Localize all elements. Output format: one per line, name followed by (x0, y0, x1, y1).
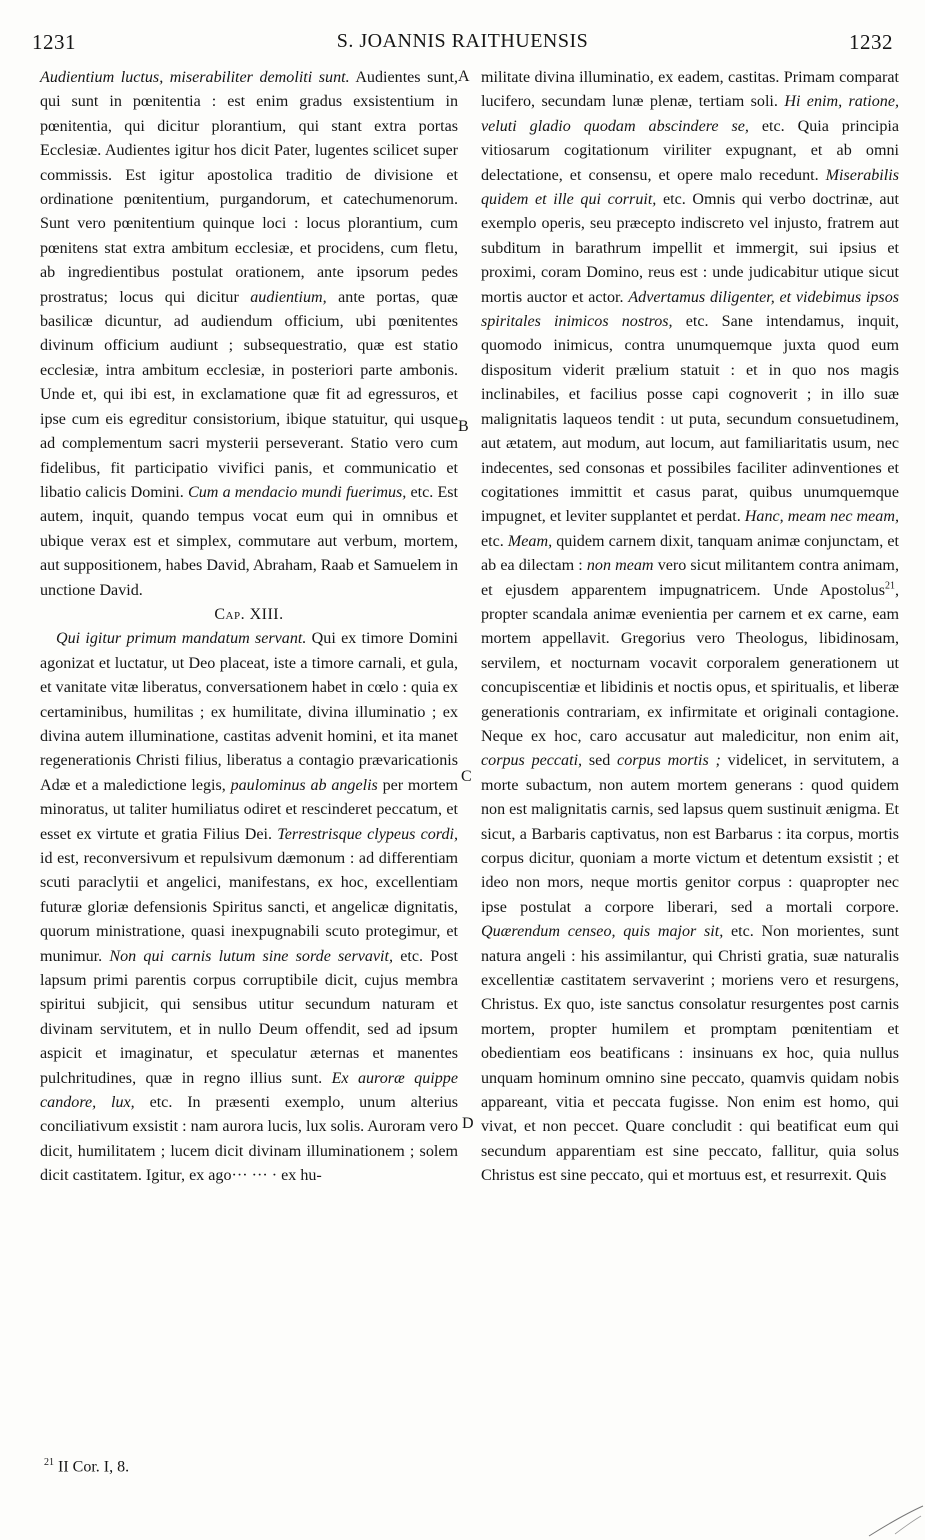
footnote-text: II Cor. I, 8. (58, 1458, 130, 1476)
footnote-ref: 21 (884, 580, 895, 592)
paragraph-right (481, 66, 899, 1189)
commentary-text: per mortem minoratus, ut taliter humiliatus odiret et rescinderet peccatum, et esset ex virtute et gratia Filius Dei. (40, 776, 458, 843)
margin-letter-c: C (461, 768, 472, 785)
commentary-text: etc. Post lapsum primi parentis corpus corruptibile dicit, cujus membra spiritui subjicit, qui sensibus utitur secundum naturam et divinam servitutem, et in nullo Deum offendit, sed ad ipsum aspicit et imaginatur, et speculatur æternas et manentes pulchritudines, quæ in regno illius sunt. (40, 947, 458, 1087)
page-number-right: 1232 (849, 30, 893, 54)
footnote (44, 1457, 129, 1476)
left-column (40, 66, 458, 1189)
lemma: corpus mortis ; (617, 752, 721, 770)
commentary-text: , propter scandala animæ evenientia per carnem et ex carne, eam mortem appellavit. Gregorius vero Theologus, libidinosam, servilem, et nocturnam vocavit corporalem generationem ut concupiscentiæ et libidinis et noctis opus, et spiritualis, et liberæ generationis contrariam, ex infirmitate et originali contagione. Neque ex hoc, caro accusatur aut maledicitur, non enim ait, (481, 581, 899, 745)
lemma: corpus peccati, (481, 752, 583, 770)
lemma: Non qui carnis lutum sine sorde servavit, (109, 947, 394, 965)
paragraph-audientium (40, 66, 458, 603)
lemma: Qui igitur primum mandatum servant. (56, 630, 307, 648)
running-title: S. JOANNIS RAITHUENSIS (336, 30, 589, 52)
commentary-text: etc. (481, 532, 504, 550)
commentary-text: etc. Omnis qui verbo doctrinæ, aut exemplo operis, seu præcepto indiscreto vel injusto, fratrem aut subditum in barathrum impellit et immergit, sui ipsius et proximi, coram Domino, reus est : unde judicabitur utique sicut mortis auctor et actor. (481, 191, 899, 306)
commentary-text: etc. Quia principia vitiosarum cogitationum viriliter expugnant, et ab omni delectatione, et consensu, et opere malo recedunt. (481, 117, 899, 184)
commentary-text: Qui ex timore Domini agonizat et luctatur, ut Deo placeat, iste a timore carnali, et gula, et vanitate vitæ liberatus, conversationem habet in cœlo : quia ex certaminibus, humilitas ; ex humilitate, divina illuminatio ; ex divina autem illuminatione, castitas advenit homini, et ita manet regenerationis Christi filius, liberatus a contagio prævaricationis Adæ et a maledictione legis, (40, 630, 458, 794)
paragraph-chapter-xiii (40, 627, 458, 1188)
lemma: Ex auroræ quippe candore, lux, (40, 1069, 458, 1112)
page-scratch-mark (865, 1500, 925, 1540)
commentary-text: id est, reconversivum et repulsivum dæmonum : ad differentiam scuti paraclytii et angelici, manifestans, ex hoc, excellentiam futuræ gloriæ defensionis Spiritus sancti, et angelicæ dignitatis, quorum ministratione, quasi inexpugnabili scuto protegimur, et munimur. (40, 850, 458, 965)
chapter-heading: Cap. XIII. (214, 605, 284, 623)
commentary-text: etc. Sane intendamus, inquit, quomodo inimicus, contra unumquemque juxta quod eum dispositum viderit prælium statuit : et in quo nos magis inclinabiles, et facilius posse capi cognoverit ; in illo suæ malignitatis laqueos tendit : ut puta, secundum consuetudinem, aut ætatem, aut modum, aut locum, aut familiaritatis usum, nec indecentes, sed consonas et possibiles faciliter adinventiones et cogitationes immittit et casus parat, quibus unumquemque impugnet, et leviter supplantet et perdat. (481, 313, 899, 526)
commentary-text: militate divina illuminatio, ex eadem, castitas. Primam comparat lucifero, secundam lunæ plenæ, tertiam soli. (481, 69, 899, 111)
right-column (481, 66, 899, 1189)
lemma: Terrestrisque clypeus cordi, (277, 825, 459, 843)
lemma: Quærendum censeo, quis major sit, (481, 923, 724, 941)
lemma: Hi enim, ratione, veluti gladio quodam abscindere se, (481, 93, 899, 135)
footnote-number: 21 (44, 1457, 54, 1468)
commentary-text: etc. Non morientes, sunt natura angeli : his assimilantur, qui Christi gratia, suæ naturalis excellentiæ castitatem servaverint ; moriens vero et resurgens, Christus. Ex quo, iste sanctus consolatur resurgentes post carnis mortem, propter humilem et promptam pœnitentiam et obedientiam eos beatificans : insinuans ex hoc, quia nullus unquam hominum omnino sine peccato, quamvis quidam nobis appareant, vitia et peccata fugisse. Non enim est homo, qui vivat, et non peccet. Quare concludit : qui beatificat eum qui secundum apparentiam est sine peccato, fallitur, quia solus Christus est sine peccato, qui et mortuus est, et resurrexit. Quis (481, 923, 899, 1185)
running-header (32, 30, 893, 62)
lemma: Miserabilis quidem et ille qui corruit, (481, 166, 899, 209)
margin-letter-b: B (458, 418, 469, 435)
margin-letter-a: A (458, 68, 470, 85)
lemma: non meam (586, 557, 654, 575)
commentary-text: Audientes sunt, qui sunt in pœnitentia : est enim gradus exsistentium in pœnitentia, qui dicitur plorantium, qui stant extra portas Ecclesiæ. Audientes igitur hos dicit Pater, lugentes scilicet super commissis. Est igitur apostolica traditio de divisione et ordinatione pœnitentium, purgandorum, et catechumenorum. Sunt vero pœnitentium quinque loci : locus plorantium, cum pœnitens stat extra ambitum ecclesiæ, et procidens, cum fletu, ab ingredientibus postulat orationem, ante ipsorum pedes prostratus; locus qui dicitur (40, 69, 458, 306)
lemma: audientium, (250, 288, 327, 306)
lemma: Advertamus diligenter, et videbimus ipsos spiritales inimicos nostros, (481, 288, 900, 331)
page-number-left: 1231 (32, 30, 76, 54)
commentary-text: ante portas, quæ basilicæ dicuntur, ad audiendum officium, ubi pœnitentes divinum officium audiunt ; subsequestratio, quæ est statio ecclesiæ, intra ambitum ecclesiæ, in posteriori parte ambonis. Unde et, qui ibi est, in exclamatione quæ fit ad egressuros, et ipse cum eis egreditur consistorium, ibique statuitur, qui usque ad complementum sacri mysterii perseverant. Statio vero cum fidelibus, fit participatio vivifici panis, et communicatio et libatio calicis Domini. (40, 288, 458, 501)
lemma: paulominus ab angelis (230, 776, 378, 794)
lemma: Hanc, meam nec meam, (744, 508, 900, 526)
commentary-text: quidem carnem dixit, tanquam animæ conjunctam, et ab ea dilectam : (481, 532, 899, 575)
lemma: Meam, (507, 532, 553, 550)
lemma: Cum a mendacio mundi fuerimus, (187, 483, 407, 501)
margin-letter-d: D (462, 1115, 474, 1132)
lemma: Audientium luctus, miserabiliter demoliti sunt. (40, 69, 350, 86)
commentary-text: videlicet, in servitutem, a morte subactum, non autem mortem generans : quod quidem non est malignitatis carnis, sed lapsus quem sustinuit ænigma. Et sicut, a Barbaris captivatus, non est Barbarus : ita corpus, mortis corpus dicitur, quoniam a morte victum et detentum exsistit ; et ideo non mors, neque mortis genitor corpus : quapropter nec ipse postulat a corpore liberari, sed a mortali corpore. (481, 752, 899, 916)
commentary-text: etc. Est autem, inquit, quando tempus vocat eum qui in omnibus et ubique verax est et simplex, commutare aut verbum, mortem, aut suppositionem, habes David, Abraham, Raab et Samuelem in unctione David. (40, 483, 459, 599)
commentary-text: sed (588, 752, 611, 770)
commentary-text: vero sicut militantem contra animam, et ejusdem apparentem impugnatricem. Unde Apostolus (481, 557, 899, 599)
commentary-text: etc. In præsenti exemplo, unum alterius conciliativum exsistit : nam aurora lucis, lux solis. Auroram vero dicit, humilitatem ; lucem dicit divinam illuminationem ; solem dicit castitatem. Igitur, ex ago··· ··· · ex hu- (40, 1094, 459, 1185)
